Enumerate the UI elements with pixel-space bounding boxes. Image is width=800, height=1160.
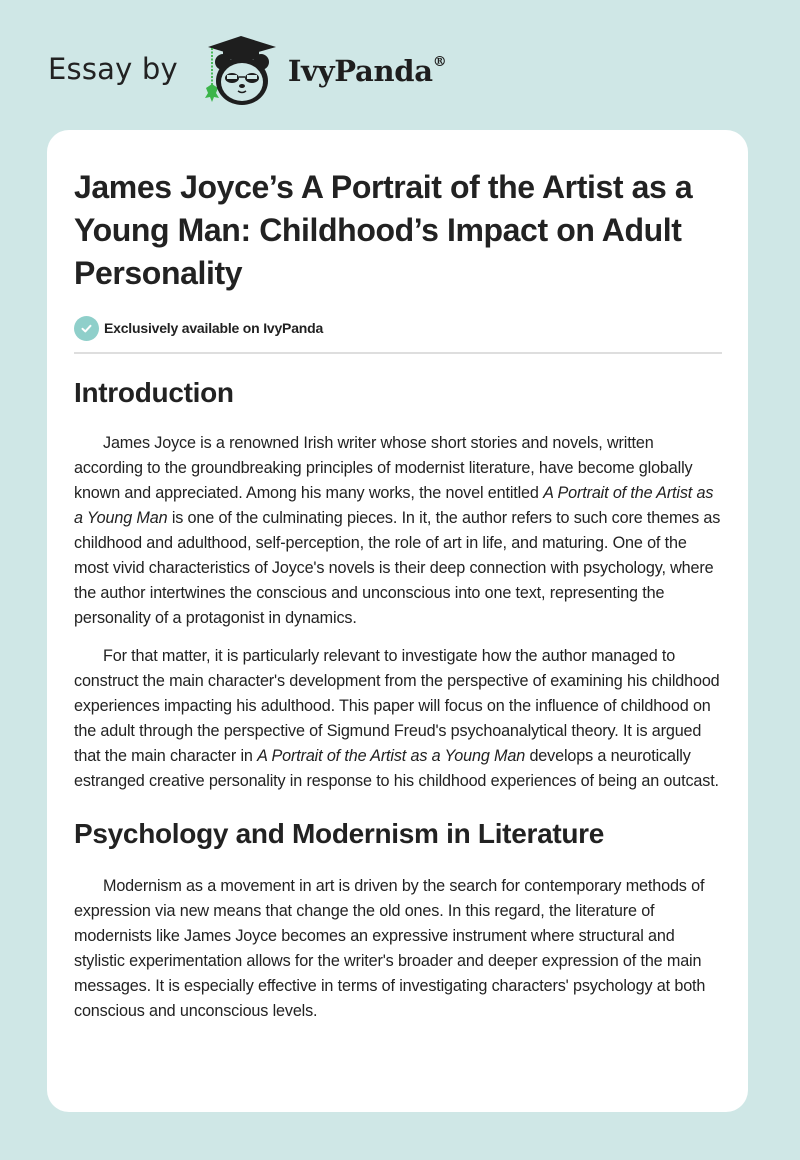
paragraph-text: develops a neurotically estranged creative personality in response to his childhood experiences of being an outcast. — [74, 747, 719, 790]
paragraph-text: For that matter, it is particularly relevant to investigate how the author managed to construct the main character's development from the perspective of examining his childhood experiences impacting his adulthood. This paper will focus on the influence of childhood on the adult through the perspective of Sigmund Freud's psychoanalytical theory. It is argued that the main character in — [74, 647, 720, 765]
divider — [74, 352, 722, 354]
paragraph-text: Modernism as a movement in art is driven by the search for contemporary methods of expression via new means that change the old ones. In this regard, the literature of modernists like James Joyce becomes an expressive instrument where structural and stylistic experimentation allows for the writer's broader and deeper expression of the main messages. It is especially effective in terms of investigating characters' psychology at both conscious and unconscious levels. — [74, 877, 706, 1020]
section-heading-introduction: Introduction — [74, 377, 234, 408]
exclusive-badge-text: Exclusively available on IvyPanda — [104, 320, 324, 336]
italic-book-title: A Portrait of the Artist as a Young Man — [74, 484, 714, 527]
essay-title: James Joyce’s A Portrait of the Artist as a Young Man: Childhood’s Impact on Adult Personality — [74, 169, 693, 291]
section-heading-psychology-modernism: Psychology and Modernism in Literature — [74, 818, 605, 849]
exclusive-badge — [74, 315, 722, 341]
paragraph-text: James Joyce is a renowned Irish writer whose short stories and novels, written according to the groundbreaking principles of modernist literature, have become globally known and appreciated. Among his many works, the novel entitled — [74, 434, 693, 502]
site-header — [48, 30, 446, 110]
registered-mark: ® — [432, 54, 447, 71]
essay-card — [47, 130, 748, 1112]
paragraph-text: is one of the culminating pieces. In it, the author refers to such core themes as childhood and adulthood, self-perception, the role of art in life, and maturing. One of the most vivid characteristics of Joyce's novels is their deep connection with psychology, where the author intertwines the conscious and unconscious into one text, representing the personality of a protagonist in dynamics. — [74, 509, 721, 627]
paragraph — [74, 874, 722, 1024]
paragraph — [74, 644, 722, 794]
paragraph — [74, 431, 722, 631]
essay-by-label: Essay by — [48, 52, 178, 86]
brand-text: IvyPanda — [287, 54, 433, 88]
italic-book-title: A Portrait of the Artist as a Young Man — [257, 747, 526, 765]
brand-name — [288, 54, 447, 88]
panda-graduation-cap-icon — [196, 30, 286, 110]
check-circle-icon — [74, 316, 99, 341]
